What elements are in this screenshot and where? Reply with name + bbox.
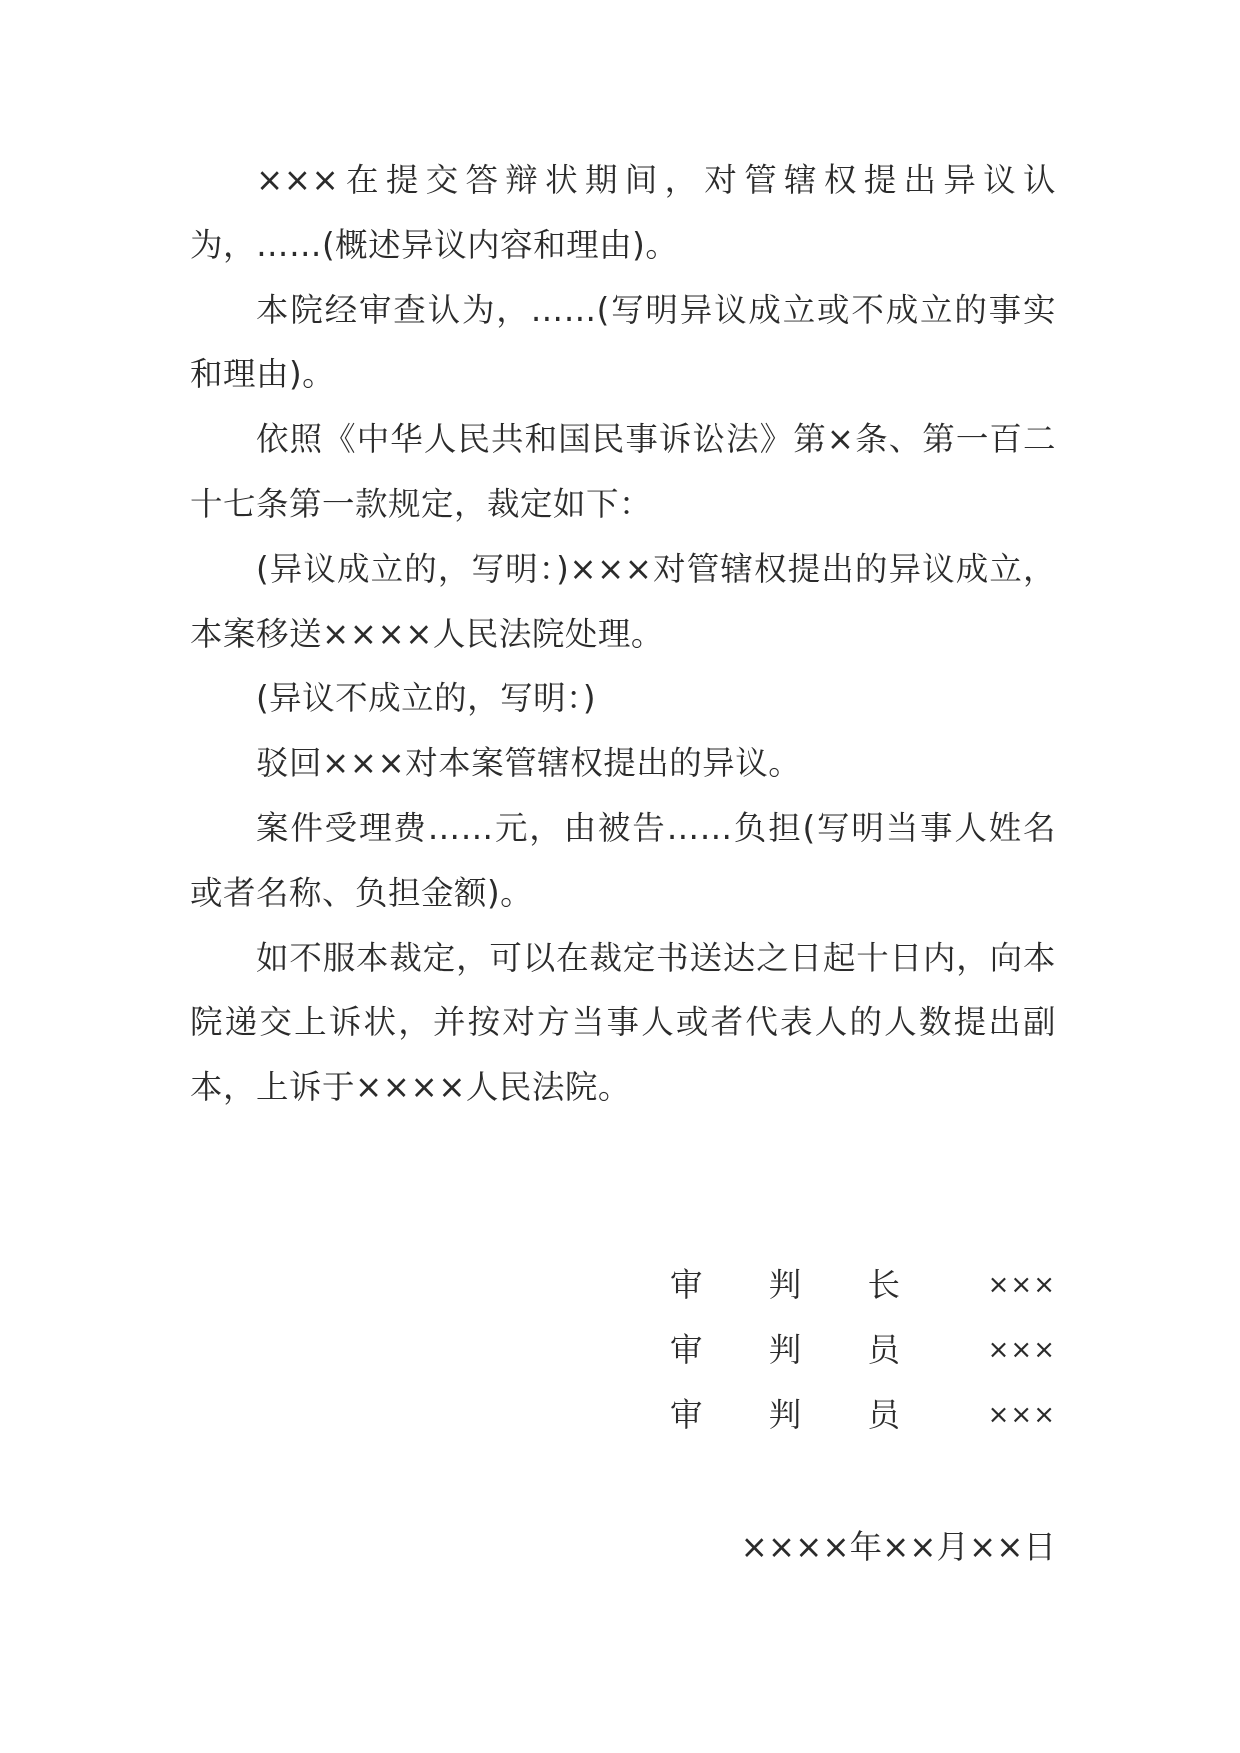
signature-title (670, 1253, 900, 1318)
signature-title-char: 长 (867, 1266, 900, 1304)
paragraph-case-fee: 案件受理费……元，由被告……负担(写明当事人姓名或者名称、负担金额)。 (190, 808, 1056, 912)
paragraph-objection-upheld: (异议成立的，写明：)×××对管辖权提出的异议成立，本案移送××××人民法院处理。 (190, 549, 1056, 653)
ruling-body (190, 148, 1056, 1120)
paragraph-appeal-notice: 如不服本裁定，可以在裁定书送达之日起十日内，向本院递交上诉状，并按对方当事人或者代表人的人数提出副本，上诉于××××人民法院。 (190, 938, 1056, 1107)
ruling-date: ××××年××月××日 (740, 1528, 1056, 1566)
signature-row-judge (670, 1383, 1056, 1448)
signature-row-presiding-judge (670, 1253, 1056, 1318)
signature-title-char: 判 (768, 1395, 802, 1434)
paragraph-objection-summary: ×××在提交答辩状期间，对管辖权提出异议认为，……(概述异议内容和理由)。 (190, 161, 1056, 264)
paragraph-dismissal: 驳回×××对本案管辖权提出的异议。 (256, 744, 802, 783)
signature-block (670, 1253, 1056, 1447)
signature-title-char: 审 (670, 1266, 703, 1304)
signature-title-char: 员 (867, 1395, 900, 1434)
signature-title (670, 1383, 900, 1448)
signature-title-char: 员 (867, 1330, 900, 1369)
signature-name: ××× (987, 1270, 1056, 1300)
paragraph-legal-basis: 依照《中华人民共和国民事诉讼法》第×条、第一百二十七条第一款规定，裁定如下： (190, 420, 1056, 523)
signature-title (670, 1318, 900, 1383)
signature-title-char: 审 (670, 1395, 703, 1434)
signature-title-char: 判 (768, 1266, 802, 1304)
paragraph-court-review: 本院经审查认为，……(写明异议成立或不成立的事实和理由)。 (190, 290, 1056, 394)
signature-title-char: 审 (670, 1330, 703, 1369)
signature-name: ××× (987, 1334, 1056, 1365)
signature-title-char: 判 (768, 1330, 802, 1369)
signature-row-judge (670, 1318, 1056, 1383)
paragraph-objection-rejected-note: (异议不成立的，写明：) (256, 679, 597, 718)
signature-name: ××× (987, 1399, 1056, 1430)
